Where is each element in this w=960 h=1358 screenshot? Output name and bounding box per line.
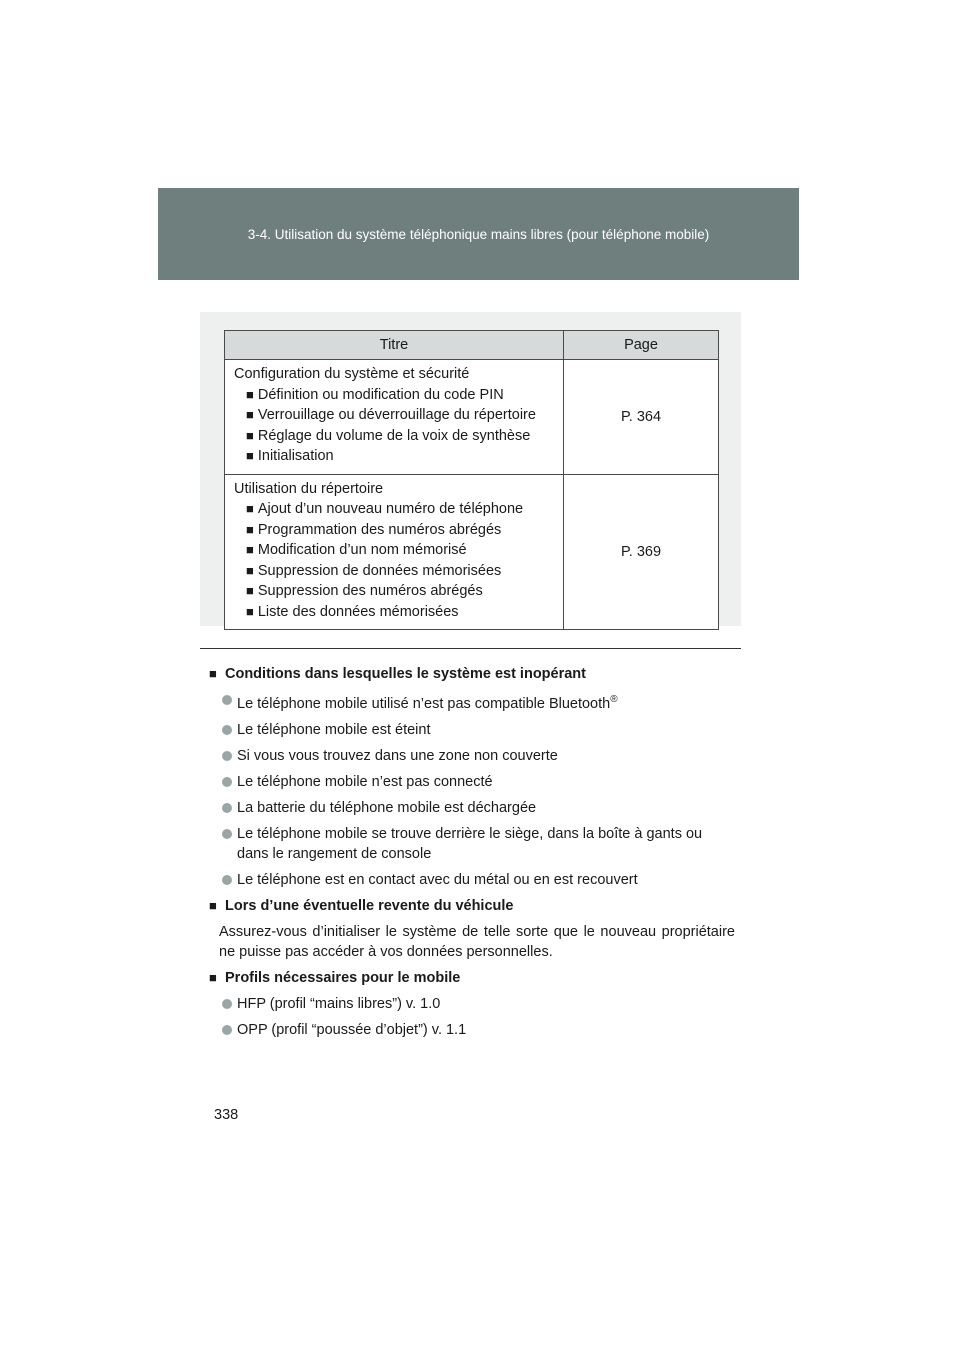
square-bullet-icon: ■ [209, 897, 217, 913]
round-bullet-icon [222, 725, 232, 735]
note-heading-resale: ■ Lors d’une éventuelle revente du véhicule [209, 897, 514, 914]
note-heading-profiles: ■ Profils nécessaires pour le mobile [209, 969, 461, 986]
chapter-header [158, 188, 799, 280]
list-item: Si vous vous trouvez dans une zone non couverte [209, 746, 735, 766]
list-item: Le téléphone mobile utilisé n’est pas compatible Bluetooth® [209, 690, 735, 714]
square-bullet-icon: ■ [246, 521, 254, 537]
list-item: HFP (profil “mains libres”) v. 1.0 [209, 994, 735, 1014]
table-row [225, 360, 719, 475]
row-title: Utilisation du répertoire [234, 480, 384, 497]
list-item: ■ Ajout d’un nouveau numéro de téléphone [246, 501, 524, 517]
note-heading-inoperative: ■ Conditions dans lesquelles le système est inopérant [209, 666, 586, 682]
square-bullet-icon: ■ [246, 603, 254, 619]
round-bullet-icon [222, 1025, 232, 1035]
column-header-page: Page [564, 331, 719, 360]
square-bullet-icon: ■ [246, 427, 254, 443]
round-bullet-icon [222, 829, 232, 839]
column-header-title: Titre [225, 331, 564, 360]
table-header-row [225, 331, 719, 360]
table-cell-title [225, 474, 564, 630]
table-cell-page: P. 369 [564, 474, 719, 630]
list-item: Le téléphone mobile est éteint [209, 720, 735, 740]
list-item: ■ Liste des données mémorisées [246, 603, 459, 620]
square-bullet-icon: ■ [246, 562, 254, 578]
square-bullet-icon: ■ [246, 542, 254, 557]
table-cell-page: P. 364 [564, 360, 719, 475]
registered-trademark: ® [610, 694, 618, 705]
notes-section [209, 664, 735, 1046]
round-bullet-icon [222, 777, 232, 787]
list-item: ■ Suppression de données mémorisées [246, 562, 502, 579]
list-item: ■ Réglage du volume de la voix de synthèse [246, 427, 531, 444]
list-item: ■ Programmation des numéros abrégés [246, 521, 502, 538]
section-divider [200, 648, 741, 649]
list-item: OPP (profil “poussée d’objet”) v. 1.1 [209, 1020, 735, 1040]
list-item: ■ Suppression des numéros abrégés [246, 583, 483, 599]
chapter-title: 3-4. Utilisation du système téléphonique mains libres (pour téléphone mobile) [247, 227, 710, 242]
resale-paragraph: Assurez-vous d’initialiser le système de telle sorte que le nouveau propriétaire ne puisse pas accéder à vos données personnelles. [219, 923, 735, 960]
round-bullet-icon [222, 803, 232, 813]
list-item: ■ Verrouillage ou déverrouillage du répertoire [246, 407, 536, 423]
round-bullet-icon [222, 999, 232, 1009]
table-cell-title [225, 360, 564, 475]
list-item: ■ Initialisation [246, 448, 334, 464]
square-bullet-icon: ■ [246, 448, 254, 463]
round-bullet-icon [222, 751, 232, 761]
feature-table [224, 330, 719, 630]
row-title: Configuration du système et sécurité [234, 366, 470, 382]
list-item: ■ Modification d’un nom mémorisé [246, 542, 467, 558]
list-item: ■ Définition ou modification du code PIN [246, 386, 504, 403]
square-bullet-icon: ■ [246, 407, 254, 422]
list-item: Le téléphone mobile n’est pas connecté [209, 772, 735, 792]
page-number: 338 [214, 1107, 239, 1123]
round-bullet-icon [222, 875, 232, 885]
square-bullet-icon: ■ [246, 583, 254, 598]
round-bullet-icon [222, 695, 232, 705]
square-bullet-icon: ■ [246, 501, 254, 516]
square-bullet-icon: ■ [246, 386, 254, 402]
list-item: Le téléphone mobile se trouve derrière le siège, dans la boîte à gants ou dans le rangement de console [209, 824, 735, 864]
square-bullet-icon: ■ [209, 666, 217, 681]
table-row [225, 474, 719, 630]
list-item: Le téléphone est en contact avec du métal ou en est recouvert [209, 870, 735, 890]
square-bullet-icon: ■ [209, 969, 217, 985]
list-item: La batterie du téléphone mobile est déchargée [209, 798, 735, 818]
feature-table-panel [200, 312, 741, 626]
